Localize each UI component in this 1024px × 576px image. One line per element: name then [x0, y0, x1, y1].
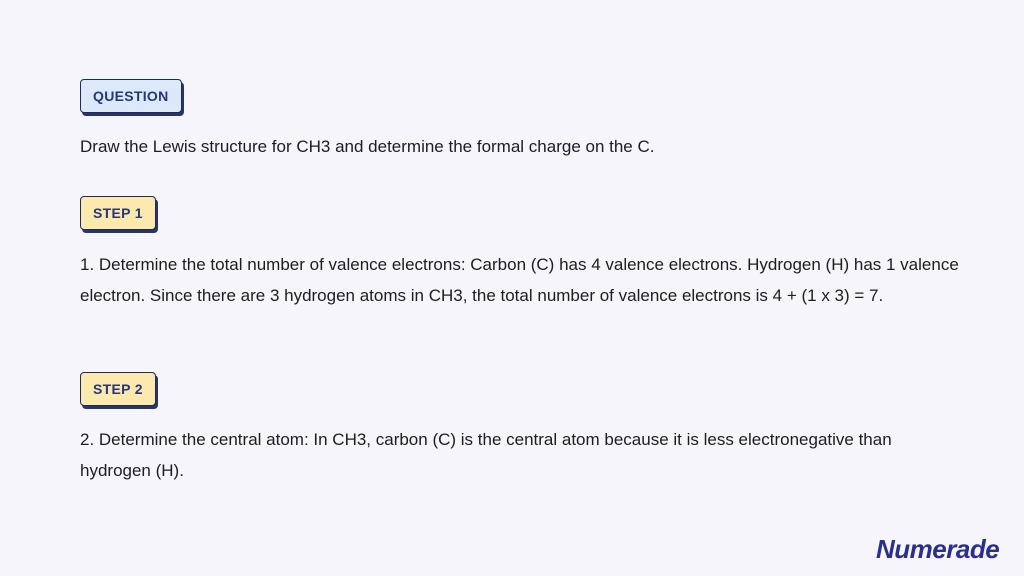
svg-text:Numerade: Numerade [876, 534, 1000, 564]
numerade-wordmark-icon [876, 531, 1006, 565]
step-1-badge: STEP 1 [80, 196, 156, 230]
step-2-badge: STEP 2 [80, 372, 156, 406]
question-badge: QUESTION [80, 79, 182, 113]
question-text: Draw the Lewis structure for CH3 and determine the formal charge on the C. [80, 137, 655, 156]
step-2-text: 2. Determine the central atom: In CH3, carbon (C) is the central atom because it is less electronegative than hydrogen (H). [80, 430, 892, 480]
numerade-logo [876, 531, 1006, 565]
step-1-text: 1. Determine the total number of valence electrons: Carbon (C) has 4 valence electrons. Hydrogen (H) has 1 valence electron. Since there are 3 hydrogen atoms in CH3, the total number of valence electrons is 4 + (1 x 3) = 7. [80, 255, 959, 305]
